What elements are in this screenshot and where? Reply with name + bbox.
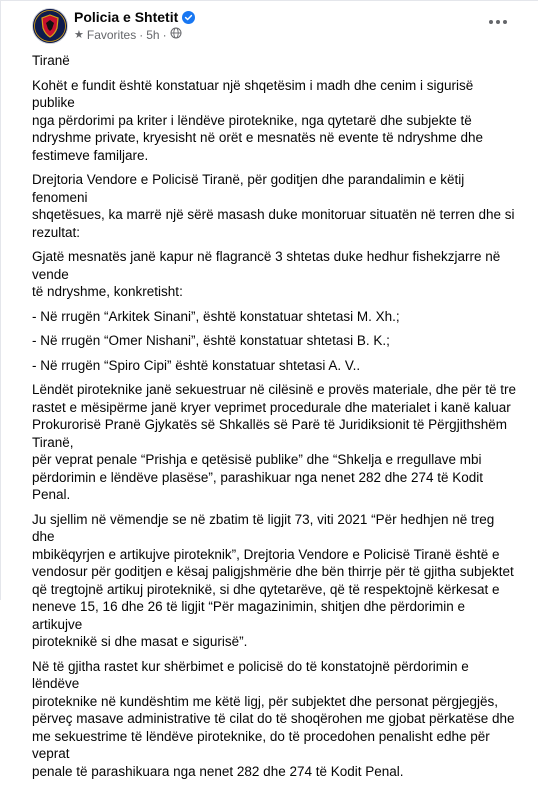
top-border — [0, 0, 538, 1]
page-name[interactable] — [74, 9, 195, 25]
verified-badge-icon — [182, 11, 195, 24]
avatar[interactable] — [32, 8, 68, 44]
audience-label[interactable]: Favorites — [86, 27, 137, 42]
post-body — [32, 52, 518, 787]
post-meta — [74, 27, 182, 42]
meta-separator: · — [162, 27, 167, 42]
globe-icon[interactable] — [170, 27, 182, 42]
post-paragraph: Gjatë mesnatës janë kapur në flagrancë 3 shtetas duke hedhur fishekzjarre në vende të ndryshme, konkretisht: — [32, 249, 501, 299]
list-item: - Në rrugën “Arkitek Sinani”, është konstatuar shtetasi M. Xh.; — [32, 308, 400, 324]
list-item: - Në rrugën “Omer Nishani”, është konstatuar shtetasi B. K.; — [32, 333, 390, 348]
list-item: - Në rrugën “Spiro Cipi” është konstatuar shtetasi A. V.. — [32, 357, 361, 373]
meta-separator: · — [139, 27, 144, 42]
post-city: Tiranë — [32, 53, 70, 68]
post-paragraph: Lëndët piroteknike janë sekuestruar në cilësinë e provës materiale, dhe për të tre rastet e mësipërme janë kryer veprimet procedurale dhe materialet i kanë kaluar Prokurorisë Pranë Gjykatës së Shkallës së Parë të Juridiksionit të Përgjithshëm Tiranë, për veprat penale “Prishja e qetësisë publike” dhe “Shkelja e rregullave mbi përdorimin e lëndëve plasëse”, parashikuar nga nenet 282 dhe 274 të Kodit Penal. — [32, 382, 517, 502]
post-paragraph: Në të gjitha rastet kur shërbimet e policisë do të konstatojnë përdorimin e lëndëve piroteknike në kundështim me këtë ligj, për subjektet dhe personat përgjegjës, përveç masave administrative të cilat do të shoqërohen me gjobat përkatëse dhe me sekuestrime të lëndëve piroteknike, do të procedohen penalisht edhe për veprat penale të parashikuara nga nenet 282 dhe 274 të Kodit Penal. — [32, 658, 515, 779]
more-options-icon[interactable] — [484, 12, 512, 32]
post-header — [32, 8, 512, 44]
star-icon: ★ — [74, 29, 84, 41]
post-paragraph: Drejtoria Vendore e Policisë Tiranë, për goditjen dhe parandalimin e këtij fenomeni shqetësues, ka marrë një sërë masash duke monitoruar situatën në terren dhe si rezultat: — [32, 172, 515, 240]
post-paragraph: Kohët e fundit është konstatuar një shqetësim i madh dhe cenim i sigurisë publike nga përdorimi pa kriter i lëndëve piroteknike, nga qytetarë dhe subjekte të ndryshme private, kryesisht në orët e mesnatës në evente të ndryshme dhe festimeve familjare. — [32, 77, 483, 163]
police-badge-logo — [33, 9, 67, 43]
post-time[interactable]: 5h — [146, 27, 160, 42]
page-name-label[interactable]: Policia e Shtetit — [74, 9, 179, 25]
post-paragraph: Ju sjellim në vëmendje se në zbatim të ligjit 73, viti 2021 “Për hedhjen në treg dhe mbikëqyrjen e artikujve piroteknik”, Drejtoria Vendore e Policisë Tiranë është e vendosur për goditjen e kësaj paligjshmërie dhe bën thirrje për të gjitha subjektet që tregtojnë artikuj piroteknikë, si dhe qytetarëve, që të respektojnë kërkesat e neneve 15, 16 dhe 26 të ligjit “Për magazinimin, shitjen dhe përdorimin e artikujve piroteknikë si dhe masat e sigurisë”. — [32, 511, 514, 649]
left-border — [0, 0, 1, 600]
